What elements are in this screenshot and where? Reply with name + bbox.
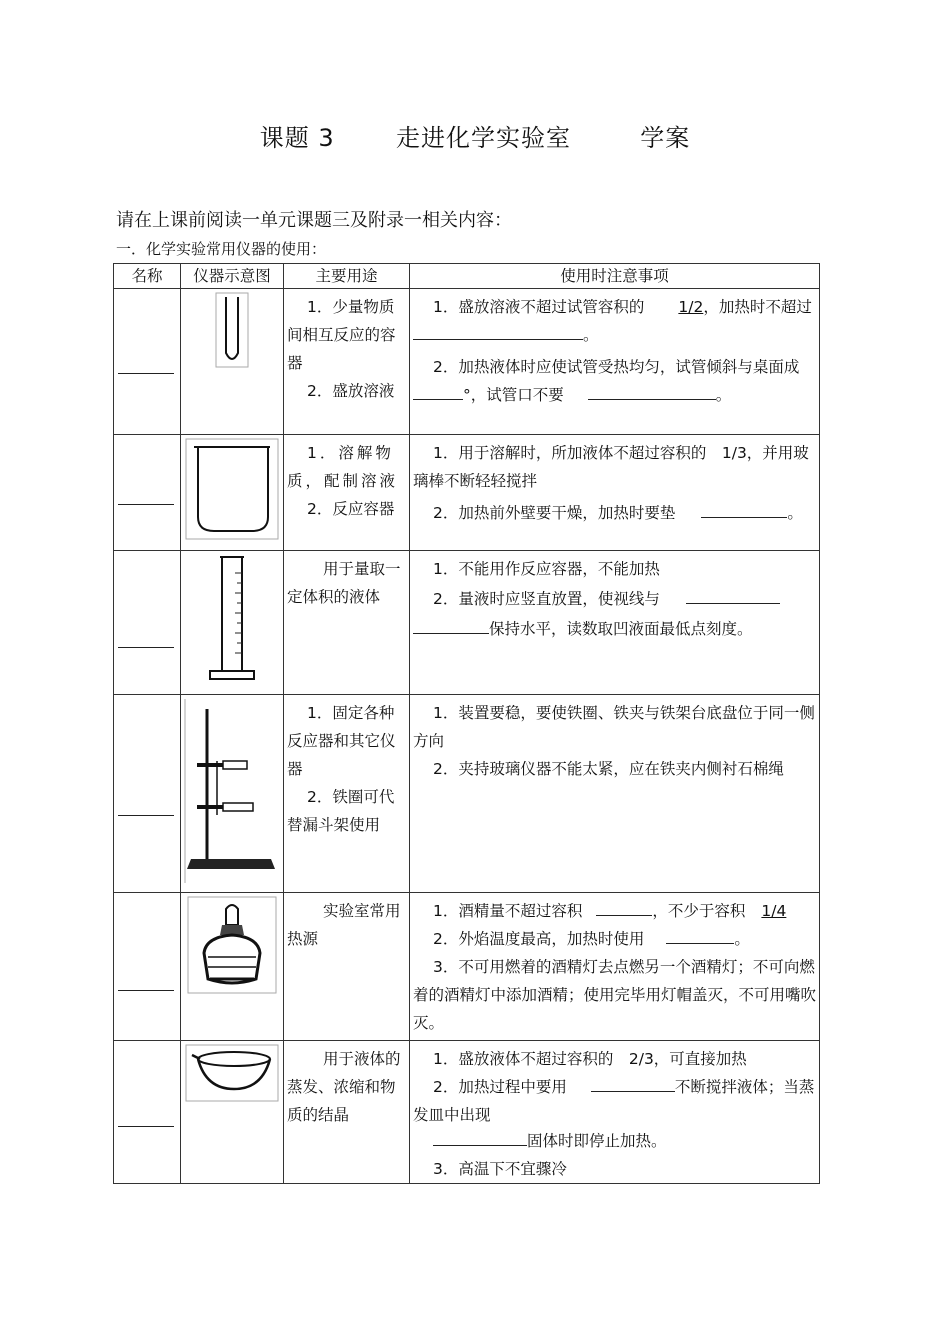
answer-blank[interactable] xyxy=(686,587,780,604)
name-blank[interactable] xyxy=(114,289,181,435)
name-blank[interactable] xyxy=(114,551,181,695)
table-row xyxy=(114,435,820,551)
note-text: 。 xyxy=(787,504,803,522)
use-text: 用于量取一定体积的液体 xyxy=(287,560,401,606)
use-text: 1．少量物质间相互反应的容器 xyxy=(287,298,396,372)
use-text: 2．盛放溶液 xyxy=(307,382,395,400)
graduated-cylinder-icon xyxy=(202,553,262,687)
answer-blank[interactable] xyxy=(666,927,734,944)
note-text: 保持水平，读数取凹液面最低点刻度。 xyxy=(489,620,753,638)
note-text: 2．加热前外壁要干燥，加热时要垫 xyxy=(433,504,676,522)
note-text: °，试管口不要 xyxy=(463,386,564,404)
use-text: 2．反应容器 xyxy=(307,500,395,518)
header-image: 仪器示意图 xyxy=(181,264,284,289)
section-heading: 一．化学实验常用仪器的使用： xyxy=(116,240,327,258)
alcohol-lamp-icon xyxy=(186,895,278,995)
intro-text: 请在上课前阅读一单元课题三及附录一相关内容： xyxy=(116,210,512,231)
note-text: 。 xyxy=(583,326,599,344)
table-header-row xyxy=(114,264,820,289)
note-text: 2．量液时应竖直放置，使视线与 xyxy=(433,590,660,608)
answer-blank[interactable] xyxy=(413,617,489,634)
answer-blank[interactable] xyxy=(588,383,716,400)
note-text: 。 xyxy=(715,386,732,404)
answer-blank[interactable] xyxy=(413,383,463,400)
note-text: 1．盛放溶液不超过试管容积的 xyxy=(433,298,645,316)
note-text: 不断搅拌液体；当蒸发皿中出现 xyxy=(413,1078,815,1124)
name-blank[interactable] xyxy=(114,695,181,893)
answer-blank[interactable] xyxy=(591,1075,675,1092)
beaker-icon xyxy=(184,437,280,541)
header-notes: 使用时注意事项 xyxy=(410,264,820,289)
evaporating-dish-icon xyxy=(184,1043,280,1103)
note-text: 1．盛放液体不超过容积的 2/3，可直接加热 xyxy=(433,1050,747,1068)
note-text: 3．不可用燃着的酒精灯去点燃另一个酒精灯；不可向燃着的酒精灯中添加酒精；使用完毕用灯帽盖灭，不可用嘴吹灭。 xyxy=(413,958,817,1032)
note-text: ，不少于容积 xyxy=(652,902,746,920)
note-text: 1．酒精量不超过容积 xyxy=(433,902,583,920)
table-row xyxy=(114,893,820,1041)
use-text: 实验室常用热源 xyxy=(287,902,401,948)
note-fraction: 1/2 xyxy=(678,298,704,316)
table-row xyxy=(114,695,820,893)
note-text: 固体时即停止加热。 xyxy=(527,1132,667,1150)
note-fraction: 1/4 xyxy=(761,902,787,920)
use-text: 用于液体的蒸发、浓缩和物质的结晶 xyxy=(287,1050,401,1124)
use-text: 2．铁圈可代替漏斗架使用 xyxy=(287,788,395,834)
name-blank[interactable] xyxy=(114,435,181,551)
test-tube-icon xyxy=(212,291,252,371)
instrument-table xyxy=(113,263,820,1184)
name-blank[interactable] xyxy=(114,893,181,1041)
page-title xyxy=(0,118,950,153)
table-row xyxy=(114,1041,820,1184)
header-name: 名称 xyxy=(114,264,181,289)
note-text: 1．不能用作反应容器，不能加热 xyxy=(433,560,660,578)
note-text: 2．加热过程中要用 xyxy=(433,1078,567,1096)
iron-stand-icon xyxy=(183,697,283,887)
use-text: 1．溶解物质，配制溶液 xyxy=(287,444,399,490)
answer-blank[interactable] xyxy=(596,899,652,916)
answer-blank[interactable] xyxy=(701,501,787,518)
note-text: ，加热时不超过 xyxy=(703,298,812,316)
title-part2: 走进化学实验室 xyxy=(395,124,571,152)
table-row xyxy=(114,551,820,695)
header-use: 主要用途 xyxy=(284,264,410,289)
title-part3: 学案 xyxy=(640,124,691,152)
answer-blank[interactable] xyxy=(433,1129,527,1146)
note-text: 。 xyxy=(734,930,750,948)
note-text: 2．夹持玻璃仪器不能太紧，应在铁夹内侧衬石棉绳 xyxy=(433,760,784,778)
name-blank[interactable] xyxy=(114,1041,181,1184)
note-text: 1．装置要稳，要使铁圈、铁夹与铁架台底盘位于同一侧方向 xyxy=(413,704,815,750)
note-text: 2．外焰温度最高，加热时使用 xyxy=(433,930,645,948)
note-text: 2．加热液体时应使试管受热均匀，试管倾斜与桌面成 xyxy=(433,358,800,376)
answer-blank[interactable] xyxy=(413,323,583,340)
title-part1: 课题 3 xyxy=(259,124,335,152)
note-text: 3．高温下不宜骤冷 xyxy=(433,1160,567,1178)
table-row xyxy=(114,289,820,435)
use-text: 1．固定各种反应器和其它仪器 xyxy=(287,704,396,778)
note-text: 1．用于溶解时，所加液体不超过容积的 1/3，并用玻璃棒不断轻轻搅拌 xyxy=(413,444,809,490)
